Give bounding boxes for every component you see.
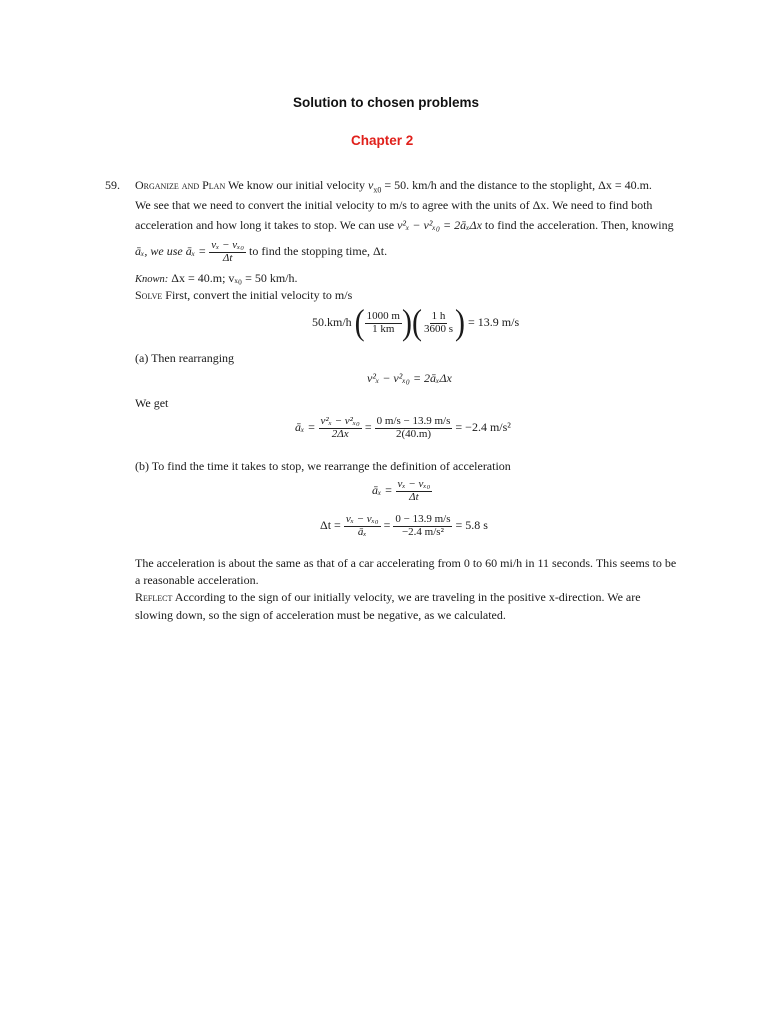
rearranged-equation: v²ₓ − v²ₓ₀ = 2āₓΔx — [367, 371, 452, 385]
conversion-result: = 13.9 m/s — [468, 314, 520, 329]
equals-sign: = — [364, 419, 372, 434]
fraction-numerator: v²ₓ − v²ₓ₀ — [320, 415, 360, 427]
fraction-numerator: vₓ − vₓ₀ — [211, 239, 245, 251]
fraction-denominator: āₓ — [357, 525, 367, 538]
math-v: v — [368, 178, 374, 192]
we-get-label: We get — [135, 396, 169, 410]
organize-paragraph-line1 — [135, 178, 652, 196]
fraction — [393, 514, 452, 538]
fraction — [422, 311, 455, 335]
time-result: = 5.8 s — [455, 517, 488, 532]
text-segment: We know our initial velocity — [228, 178, 366, 192]
text-segment: = 50. km/h and the distance to the stoplight, — [384, 178, 596, 192]
text-segment: āₓ, we use — [135, 243, 183, 258]
conclusion-line2: a reasonable acceleration. — [135, 573, 259, 587]
text-segment: to find the stopping time, Δt. — [249, 243, 388, 258]
reflect-line1 — [135, 590, 641, 606]
paren-left: ( — [411, 302, 422, 343]
fraction — [209, 240, 246, 264]
fraction-numerator: vₓ − vₓ₀ — [345, 513, 379, 525]
part-b-label: (b) To find the time it takes to stop, we rearrange the definition of acceleration — [135, 459, 511, 473]
fraction — [344, 514, 381, 538]
organize-paragraph-line3 — [135, 218, 674, 234]
math-abar: āₓ = — [185, 243, 207, 258]
solve-line — [135, 288, 352, 304]
math-dt: Δt = — [320, 517, 341, 532]
part-a-label: (a) Then rearranging — [135, 351, 235, 365]
math-dx: Δx = 40.m. — [598, 178, 652, 192]
page-title: Solution to chosen problems — [293, 95, 480, 110]
definition-equation — [372, 479, 432, 503]
math-abar: āₓ = — [295, 419, 316, 434]
fraction-numerator: vₓ − vₓ₀ — [397, 478, 431, 490]
fraction-numerator: 1 h — [431, 309, 446, 322]
fraction-denominator: −2.4 m/s² — [401, 525, 444, 538]
acceleration-equation — [295, 416, 511, 440]
fraction-denominator: 2Δx — [331, 427, 349, 440]
organize-paragraph-line2: We see that we need to convert the initial velocity to m/s to agree with the units of Δx. We need to find both — [135, 198, 653, 212]
fraction-denominator: 1 km — [372, 322, 395, 335]
problem-number: 59. — [105, 178, 120, 192]
equals-sign: = — [383, 517, 391, 532]
section-label-solve: Solve — [135, 288, 163, 302]
paren-left: ( — [354, 302, 365, 343]
conversion-equation — [312, 302, 520, 343]
fraction — [365, 311, 402, 335]
fraction-numerator: 0 − 13.9 m/s — [395, 513, 451, 525]
time-equation — [320, 514, 488, 538]
section-label-reflect: Reflect — [135, 590, 173, 604]
known-label: Known: — [135, 274, 169, 285]
text-segment: According to the sign of our initially velocity, we are traveling in the positive x-direction. We are — [174, 590, 641, 604]
fraction-numerator: 1000 m — [366, 309, 400, 322]
fraction — [375, 416, 453, 440]
fraction-denominator: 2(40.m) — [395, 427, 432, 440]
conversion-left: 50.km/h — [312, 314, 352, 329]
math-abar: āₓ = — [372, 482, 393, 497]
fraction — [319, 416, 362, 440]
paren-right: ) — [401, 302, 412, 343]
text-segment: First, convert the initial velocity to m/s — [165, 288, 353, 302]
fraction-denominator: Δt — [409, 490, 419, 503]
section-label-organize: Organize and Plan — [135, 178, 226, 192]
conclusion-line1: The acceleration is about the same as that of a car accelerating from 0 to 60 mi/h in 11 seconds. This seems to be — [135, 556, 677, 570]
known-line — [135, 271, 298, 287]
known-values: Δx = 40.m; vₓ₀ = 50 km/h. — [171, 271, 298, 285]
fraction — [396, 479, 433, 503]
chapter-heading: Chapter 2 — [351, 133, 414, 148]
reflect-line2: slowing down, so the sign of acceleration must be negative, as we calculated. — [135, 608, 506, 622]
fraction-numerator: 0 m/s − 13.9 m/s — [376, 415, 451, 427]
text-segment: acceleration and how long it takes to stop. We can use — [135, 218, 395, 232]
math-kinematic-eq: v²ₓ − v²ₓ₀ = 2āₓΔx — [397, 218, 482, 232]
fraction-denominator: 3600 s — [423, 322, 454, 335]
organize-paragraph-line4 — [135, 240, 387, 264]
math-sub: x0 — [373, 185, 382, 195]
text-segment: to find the acceleration. Then, knowing — [484, 218, 674, 232]
acceleration-result: = −2.4 m/s² — [455, 419, 511, 434]
fraction-denominator: Δt — [222, 251, 233, 264]
paren-right: ) — [455, 302, 466, 343]
